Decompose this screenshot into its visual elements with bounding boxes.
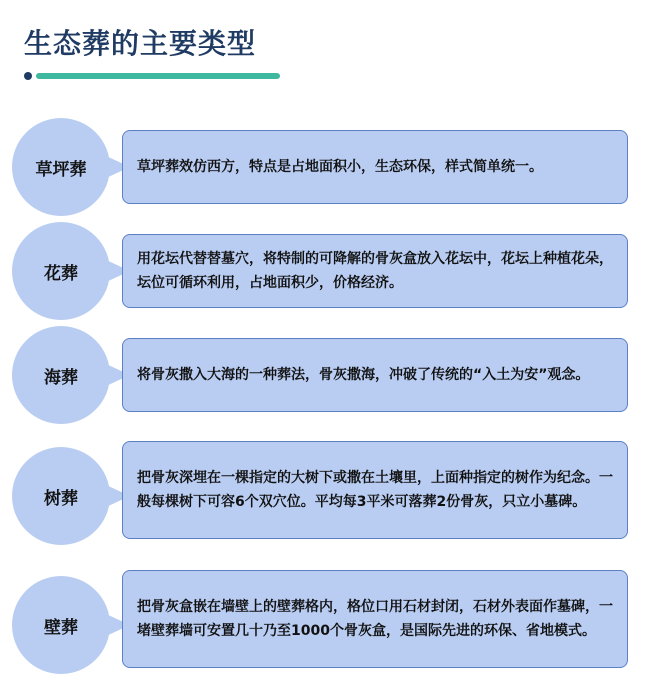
type-bubble	[12, 447, 110, 545]
type-name: 花葬	[44, 263, 78, 284]
type-description: 将骨灰撒入大海的一种葬法，骨灰撒海，冲破了传统的“入土为安”观念。	[137, 367, 590, 383]
type-name: 壁葬	[44, 617, 78, 638]
type-name: 草坪葬	[35, 159, 87, 180]
type-description-card	[122, 570, 628, 668]
type-description-card	[122, 441, 628, 539]
type-description-card	[122, 130, 628, 204]
underline-bar	[36, 73, 280, 79]
page-title: 生态葬的主要类型	[24, 27, 257, 60]
type-bubble	[12, 326, 110, 424]
type-name: 海葬	[44, 367, 78, 388]
type-bubble	[12, 222, 110, 320]
type-description-card	[122, 338, 628, 412]
underline-dot	[24, 72, 32, 80]
type-description: 把骨灰盒嵌在墙壁上的壁葬格内，格位口用石材封闭，石材外表面作墓碑，一堵壁葬墙可安置几十乃至1000个骨灰盒，是国际先进的环保、省地模式。	[137, 599, 613, 639]
type-bubble	[12, 118, 110, 216]
type-bubble	[12, 576, 110, 674]
type-description: 用花坛代替替墓穴，将特制的可降解的骨灰盒放入花坛中，花坛上种植花朵，坛位可循环利用，占地面积少，价格经济。	[137, 251, 613, 291]
type-description-card	[122, 234, 628, 308]
type-description: 草坪葬效仿西方，特点是占地面积小，生态环保，样式简单统一。	[137, 159, 543, 175]
type-name: 树葬	[44, 488, 78, 509]
type-description: 把骨灰深埋在一棵指定的大树下或撒在土壤里，上面种指定的树作为纪念。一般每棵树下可容6个双穴位。平均每3平米可落葬2份骨灰，只立小墓碑。	[137, 470, 613, 510]
